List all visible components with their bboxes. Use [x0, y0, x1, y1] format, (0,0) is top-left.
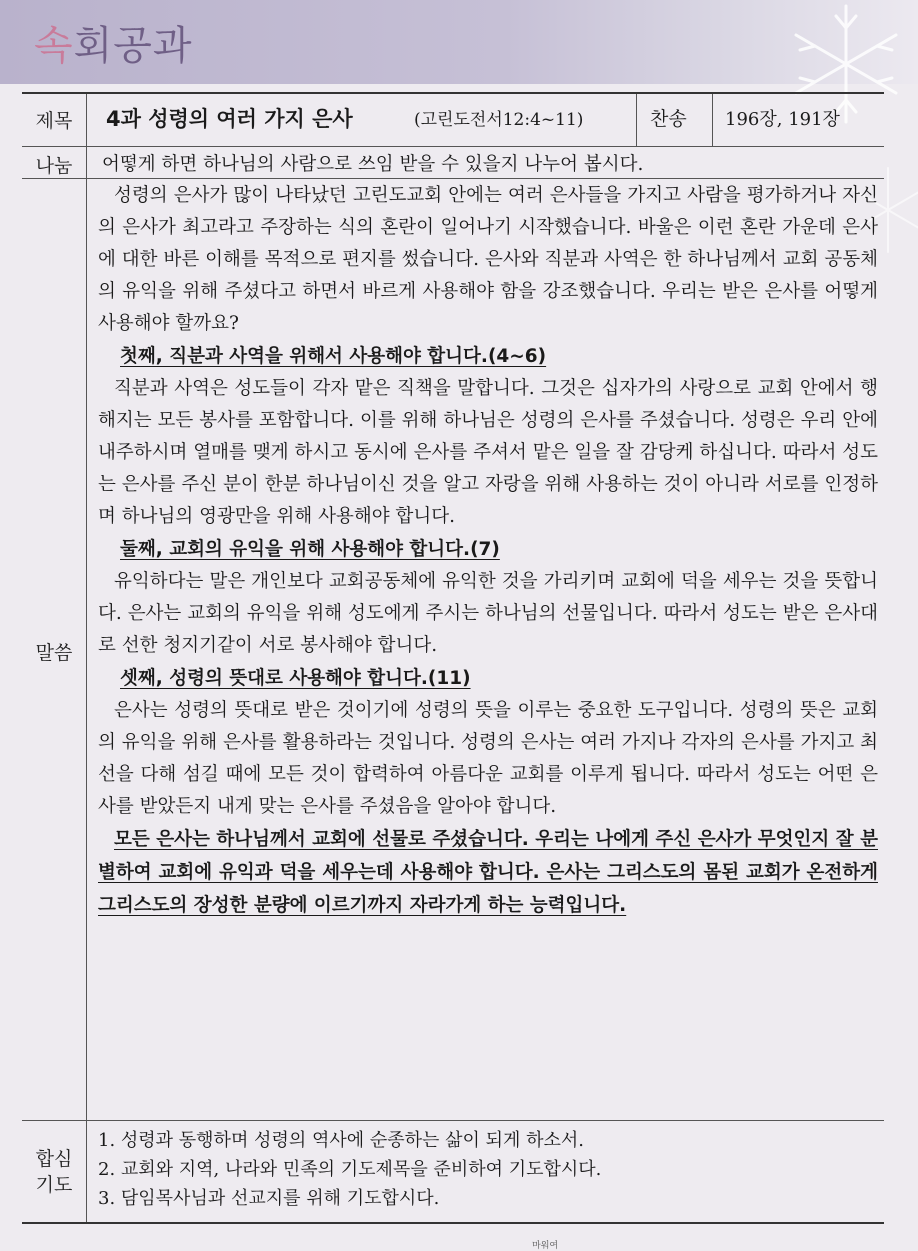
scripture-reference: (고린도전서12:4~11) [414, 110, 584, 130]
title-row [22, 94, 884, 146]
share-label: 나눔 [35, 155, 73, 177]
word-label: 말씀 [35, 642, 73, 664]
intro-paragraph: 성령의 은사가 많이 나타났던 고린도교회 안에는 여러 은사들을 가지고 사람을 평가하거나 자신의 은사가 최고라고 주장하는 식의 혼란이 일어나기 시작했습니다. 바울은 이런 혼란 가운데 은사에 대한 바른 이해를 목적으로 편지를 썼습니다. 은사와 직분과 사역은 한 하나님께서 교회 공동체의 유익을 위해 주셨다고 하면서 바르게 사용해야 함을 강조했습니다. 우리는 받은 은사를 어떻게 사용해야 할까요? [98, 185, 878, 334]
point-1-heading: 첫째, 직분과 사역을 위해서 사용해야 합니다.(4~6) [120, 346, 547, 367]
prayer-label: 합심 기도 [35, 1148, 73, 1196]
point-1-body: 직분과 사역은 성도들이 각자 맡은 직책을 말합니다. 그것은 십자가의 사랑으로 교회 안에서 행해지는 모든 봉사를 포함합니다. 이를 위해 하나님은 성령의 은사를 주셨습니다. 성령은 우리 안에 내주하시며 열매를 맺게 하시고 동시에 은사를 주셔서 맡은 일을 잘 감당케 하십니다. 따라서 성도는 은사를 주신 분이 한분 하나님이신 것을 알고 자랑을 위해 사용하는 것이 아니라 서로를 인정하며 하나님의 영광만을 위해 사용해야 합니다. [98, 378, 878, 527]
title-label: 제목 [35, 110, 73, 132]
footer-mark: 마워여 [532, 1241, 559, 1251]
point-3-heading: 셋째, 성령의 뜻대로 사용해야 합니다.(11) [120, 668, 471, 689]
share-question: 어떻게 하면 하나님의 사람으로 쓰임 받을 수 있을지 나누어 봅시다. [102, 154, 644, 175]
lesson-title: 4과 성령의 여러 가지 은사 [106, 107, 353, 131]
conclusion-paragraph: 모든 은사는 하나님께서 교회에 선물로 주셨습니다. 우리는 나에게 주신 은사가 무엇인지 잘 분별하여 교회에 유익과 덕을 세우는데 사용해야 합니다. 은사는 그리스도의 몸된 교회가 온전하게 그리스도의 장성한 분량에 이르기까지 자라가게 하는 능력입니다. [98, 829, 878, 916]
prayer-item: 3. 담임목사님과 선교지를 위해 기도합시다. [98, 1188, 440, 1209]
point-3-body: 은사는 성령의 뜻대로 받은 것이기에 성령의 뜻을 이루는 중요한 도구입니다. 성령의 뜻은 교회의 유익을 위해 은사를 활용하라는 것입니다. 성령의 은사는 여러 가지나 각자의 은사를 가지고 최선을 다해 섬길 때에 모든 것이 합력하여 아름다운 교회를 이루게 됩니다. 따라서 성도는 어떤 은사를 받았든지 내게 맞는 은사를 주셨음을 알아야 합니다. [98, 700, 878, 817]
lesson-table [22, 92, 884, 1224]
prayer-item: 2. 교회와 지역, 나라와 민족의 기도제목을 준비하여 기도합시다. [98, 1159, 602, 1180]
hymn-label: 찬송 [650, 108, 687, 130]
hymn-numbers: 196장, 191장 [725, 109, 840, 130]
point-2-body: 유익하다는 말은 개인보다 교회공동체에 유익한 것을 가리키며 교회에 덕을 세우는 것을 뜻합니다. 은사는 교회의 유익을 위해 성도에게 주시는 하나님의 선물입니다. 따라서 성도는 받은 은사대로 선한 청지기같이 서로 봉사해야 합니다. [98, 571, 878, 656]
point-2-heading: 둘째, 교회의 유익을 위해 사용해야 합니다.(7) [120, 539, 500, 560]
prayer-item: 1. 성령과 동행하며 성령의 역사에 순종하는 삶이 되게 하소서. [98, 1130, 584, 1151]
sermon-body [98, 180, 878, 922]
prayer-list [98, 1126, 878, 1213]
section-title: 속회공과 [34, 23, 193, 69]
